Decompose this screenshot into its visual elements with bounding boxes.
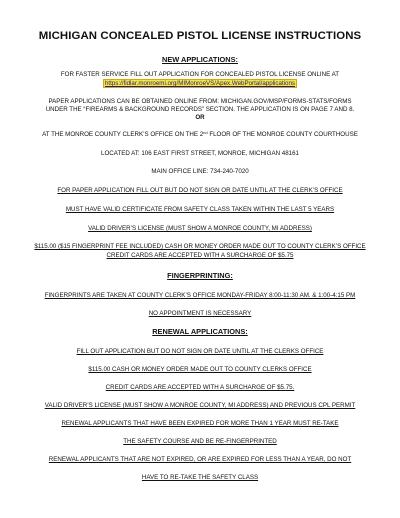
fingerprinting-heading: FINGERPRINTING:	[167, 271, 233, 280]
clerk-office-pre: AT THE MONROE COUNTY CLERK’S OFFICE ON THE 2	[42, 131, 204, 138]
drivers-license-requirement: VALID DRIVER’S LICENSE (MUST SHOW A MONROE COUNTY, MI ADDRESS)	[88, 225, 312, 232]
location-text: LOCATED AT: 106 EAST FIRST STREET, MONROE, MICHIGAN 48161	[101, 150, 299, 157]
certificate-requirement: MUST HAVE VALID CERTIFICATE FROM SAFETY CLASS TAKEN WITHIN THE LAST 5 YEARS	[65, 206, 335, 213]
fee-requirement: $115.00 ($15 FINGERPRINT FEE INCLUDED) CASH OR MONEY ORDER MADE OUT TO COUNTY CLERK’S OFFICE	[34, 243, 366, 250]
clerk-office-post: FLOOR OF THE MONROE COUNTY COURTHOUSE	[207, 131, 358, 138]
credit-card-note: CREDIT CARDS ARE ACCEPTED WITH A SURCHARGE OF $5.75	[106, 252, 294, 259]
online-application-link[interactable]: https://fidlar.monroemi.org/MIMonroeVS/Apex.WebPortal/applications	[104, 80, 296, 87]
renewal-heading: RENEWAL APPLICATIONS:	[152, 327, 248, 336]
new-applications-heading: NEW APPLICATIONS:	[162, 55, 238, 64]
clerk-office-sup: nd	[203, 130, 208, 135]
main-office-line: MAIN OFFICE LINE: 734-240-7020	[151, 168, 249, 175]
renewal-credit-card-note: CREDIT CARDS ARE ACCEPTED WITH A SURCHARGE OF $5.75.	[105, 384, 295, 391]
fingerprint-hours: FINGERPRINTS ARE TAKEN AT COUNTY CLERK’S OFFICE MONDAY-FRIDAY 8:00-11:30 AM. & 1:00-4:15 PM	[44, 292, 356, 299]
renewal-not-expired-text-1: RENEWAL APPLICANTS THAT ARE NOT EXPIRED, OR ARE EXPIRED FOR LESS THAN A YEAR, DO NOT	[48, 456, 352, 463]
paper-fill-instruction: FOR PAPER APPLICATION FILL OUT BUT DO NOT SIGN OR DATE UNTIL AT THE CLERK’S OFFICE	[57, 187, 343, 194]
page-title: MICHIGAN CONCEALED PISTOL LICENSE INSTRUCTIONS	[38, 30, 362, 42]
renewal-expired-text-1: RENEWAL APPLICANTS THAT HAVE BEEN EXPIRED FOR MORE THAN 1 YEAR MUST RE-TAKE	[61, 420, 339, 427]
renewal-not-expired-text-2: HAVE TO RE-TAKE THE SAFETY CLASS	[141, 474, 259, 481]
paper-applications-text-2: UNDER THE “FIREARMS & BACKGROUND RECORDS” SECTION. THE APPLICATION IS ON PAGE 7 AND 8.	[45, 106, 355, 113]
clerk-office-text	[0, 131, 400, 138]
renewal-drivers-license: VALID DRIVER’S LICENSE (MUST SHOW A MONROE COUNTY, MI ADDRESS) AND PREVIOUS CPL PERMIT	[44, 402, 356, 409]
or-label: OR	[195, 114, 205, 121]
renewal-expired-text-2: THE SAFETY COURSE AND BE RE-FINGERPRINTED	[123, 438, 277, 445]
renewal-fill-instruction: FILL OUT APPLICATION BUT DO NOT SIGN OR DATE UNTIL AT THE CLERKS OFFICE	[76, 348, 324, 355]
faster-service-text: FOR FASTER SERVICE FILL OUT APPLICATION FOR CONCEALED PISTOL LICENSE ONLINE AT	[60, 71, 340, 78]
no-appointment-note: NO APPOINTMENT IS NECESSARY	[148, 310, 252, 317]
online-link-row	[0, 80, 400, 87]
paper-applications-text-1: PAPER APPLICATIONS CAN BE OBTAINED ONLINE FROM: MICHIGAN.GOV/MSP/FORMS-STATS/FORMS	[48, 98, 352, 105]
renewal-fee: $115.00 CASH OR MONEY ORDER MADE OUT TO COUNTY CLERKS OFFICE	[88, 366, 312, 373]
